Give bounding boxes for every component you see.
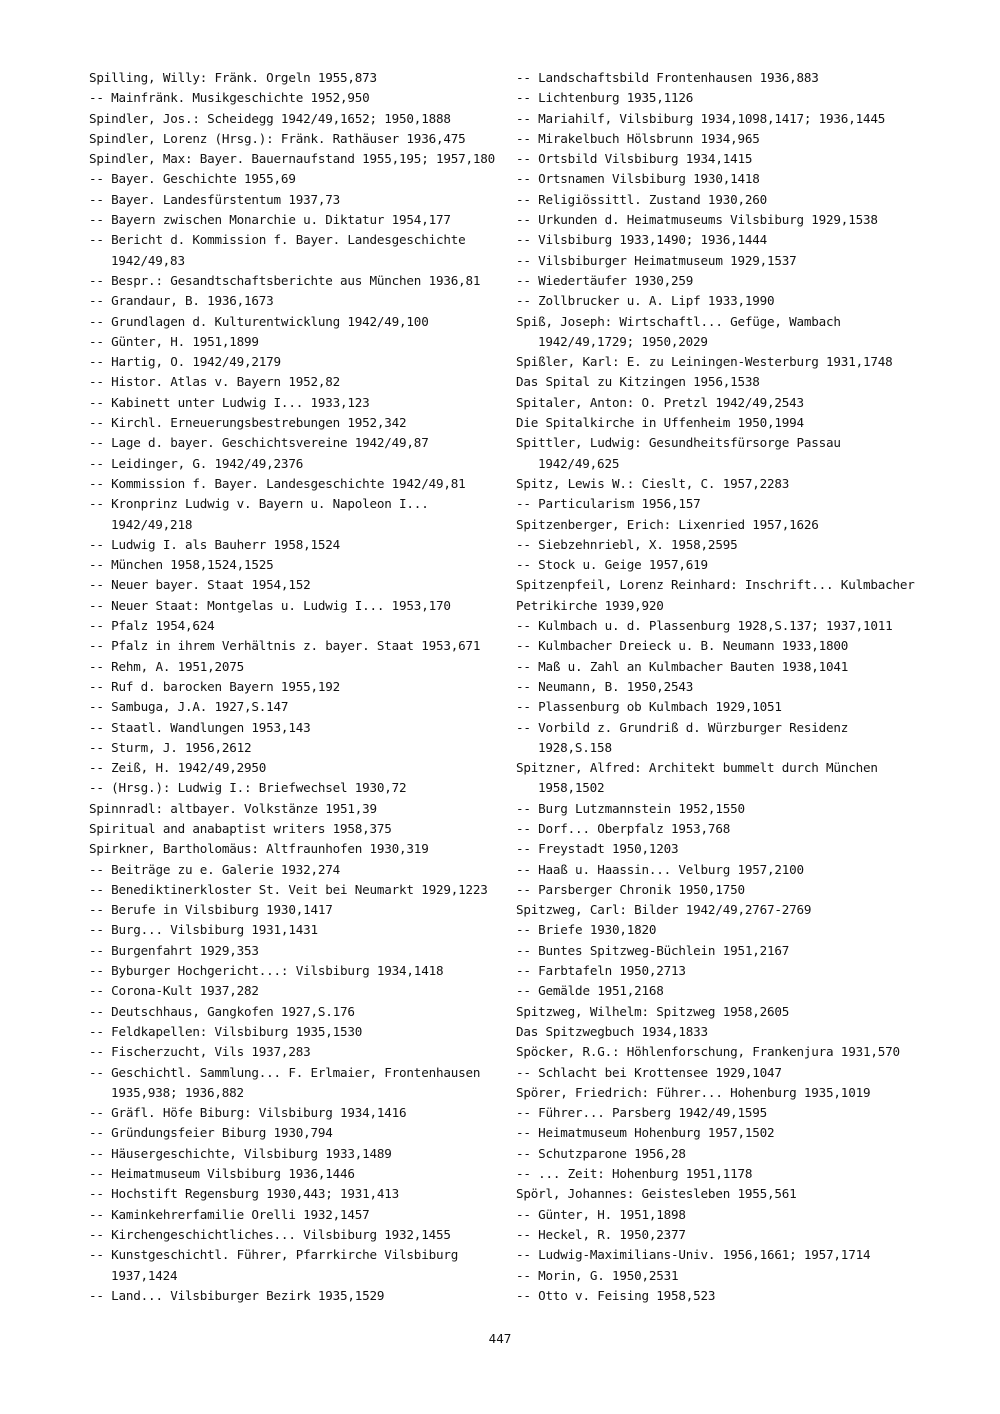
index-entry: -- Staatl. Wandlungen 1953,143 <box>89 719 311 735</box>
index-entry: 1935,938; 1936,882 <box>111 1084 244 1100</box>
index-entry: -- Kunstgeschichtl. Führer, Pfarrkirche Vilsbiburg <box>89 1247 459 1263</box>
index-entry: Spitzweg, Carl: Bilder 1942/49,2767-2769 <box>516 902 812 918</box>
index-entry: -- Mainfränk. Musikgeschichte 1952,950 <box>89 90 370 106</box>
index-entry: 1928,S.158 <box>538 739 612 755</box>
index-column-right <box>516 68 966 1306</box>
index-entry: -- Mariahilf, Vilsbiburg 1934,1098,1417; 1936,1445 <box>516 110 886 126</box>
index-entry: -- Kronprinz Ludwig v. Bayern u. Napoleon I... <box>89 496 429 512</box>
index-entry: -- Bayer. Geschichte 1955,69 <box>89 171 296 187</box>
index-entry: -- Günter, H. 1951,1899 <box>89 333 259 349</box>
index-entry: -- Burg... Vilsbiburg 1931,1431 <box>89 922 318 938</box>
index-entry: Spitzner, Alfred: Architekt bummelt durch München <box>516 760 878 776</box>
index-column-left <box>89 68 507 1306</box>
index-entry: Spiritual and anabaptist writers 1958,375 <box>89 820 392 836</box>
index-entry: -- Häusergeschichte, Vilsbiburg 1933,1489 <box>89 1145 392 1161</box>
index-entry: -- Kirchengeschichtliches... Vilsbiburg 1932,1455 <box>89 1226 451 1242</box>
index-entry: -- Geschichtl. Sammlung... F. Erlmaier, Frontenhausen <box>89 1064 481 1080</box>
index-entry: 1937,1424 <box>111 1267 178 1283</box>
index-entry: -- Otto v. Feising 1958,523 <box>516 1287 716 1303</box>
index-entry: -- Pfalz 1954,624 <box>89 618 215 634</box>
index-entry: -- Heimatmuseum Vilsbiburg 1936,1446 <box>89 1166 355 1182</box>
index-entry: -- Wiedertäufer 1930,259 <box>516 272 694 288</box>
index-entry: -- Zeiß, H. 1942/49,2950 <box>89 760 267 776</box>
index-entry: -- Ludwig I. als Bauherr 1958,1524 <box>89 536 340 552</box>
index-entry: 1942/49,625 <box>538 455 620 471</box>
index-entry: -- Haaß u. Haassin... Velburg 1957,2100 <box>516 861 804 877</box>
index-entry: -- Mirakelbuch Hölsbrunn 1934,965 <box>516 130 760 146</box>
index-entry: -- Ruf d. barocken Bayern 1955,192 <box>89 678 340 694</box>
index-entry: -- Neumann, B. 1950,2543 <box>516 678 694 694</box>
index-entry: -- Parsberger Chronik 1950,1750 <box>516 881 745 897</box>
index-entry: Spittler, Ludwig: Gesundheitsfürsorge Passau <box>516 435 841 451</box>
index-entry: Petrikirche 1939,920 <box>516 597 664 613</box>
index-entry: -- Benediktinerkloster St. Veit bei Neumarkt 1929,1223 <box>89 881 488 897</box>
page-number: 447 <box>488 1331 512 1346</box>
index-entry: -- Histor. Atlas v. Bayern 1952,82 <box>89 374 340 390</box>
index-entry: Spilling, Willy: Fränk. Orgeln 1955,873 <box>89 70 377 85</box>
index-entry: -- Farbtafeln 1950,2713 <box>516 963 686 979</box>
index-entry: -- Leidinger, G. 1942/49,2376 <box>89 455 304 471</box>
index-entry: -- Gründungsfeier Biburg 1930,794 <box>89 1125 333 1141</box>
index-entry: -- Bericht d. Kommission f. Bayer. Landesgeschichte <box>89 232 466 248</box>
index-entry: -- Kabinett unter Ludwig I... 1933,123 <box>89 394 370 410</box>
index-entry: -- Hartig, O. 1942/49,2179 <box>89 354 281 370</box>
index-entry: Spißler, Karl: E. zu Leiningen-Westerburg 1931,1748 <box>516 354 893 370</box>
index-entry: -- Dorf... Oberpfalz 1953,768 <box>516 820 731 836</box>
index-entry: -- Maß u. Zahl an Kulmbacher Bauten 1938,1041 <box>516 658 849 674</box>
index-entry: -- Neuer bayer. Staat 1954,152 <box>89 577 311 593</box>
index-entry: -- Führer... Parsberg 1942/49,1595 <box>516 1105 767 1121</box>
index-entry: -- ... Zeit: Hohenburg 1951,1178 <box>516 1166 753 1182</box>
index-entry: -- Burgenfahrt 1929,353 <box>89 942 259 958</box>
index-entry: -- Landschaftsbild Frontenhausen 1936,883 <box>516 70 819 85</box>
index-entry: Spöcker, R.G.: Höhlenforschung, Frankenjura 1931,570 <box>516 1044 900 1060</box>
index-entry: -- Kommission f. Bayer. Landesgeschichte 1942/49,81 <box>89 475 466 491</box>
index-entry: -- Feldkapellen: Vilsbiburg 1935,1530 <box>89 1023 363 1039</box>
index-entry: -- Particularism 1956,157 <box>516 496 701 512</box>
index-entry: -- Berufe in Vilsbiburg 1930,1417 <box>89 902 333 918</box>
index-entry: -- Ortsbild Vilsbiburg 1934,1415 <box>516 151 753 167</box>
index-entry: -- Fischerzucht, Vils 1937,283 <box>89 1044 311 1060</box>
index-entry: -- Deutschhaus, Gangkofen 1927,S.176 <box>89 1003 355 1019</box>
index-entry: -- Bayer. Landesfürstentum 1937,73 <box>89 191 340 207</box>
index-entry: Spitz, Lewis W.: Cieslt, C. 1957,2283 <box>516 475 790 491</box>
index-entry: -- Günter, H. 1951,1898 <box>516 1206 686 1222</box>
index-entry: Das Spitzwegbuch 1934,1833 <box>516 1023 708 1039</box>
index-entry: Spinnradl: altbayer. Volkstänze 1951,39 <box>89 800 377 816</box>
index-entry: -- Freystadt 1950,1203 <box>516 841 679 857</box>
index-entry: -- Neuer Staat: Montgelas u. Ludwig I... 1953,170 <box>89 597 451 613</box>
index-entry: Spitzenberger, Erich: Lixenried 1957,1626 <box>516 516 819 532</box>
index-entry: Spitzenpfeil, Lorenz Reinhard: Inschrift... Kulmbacher <box>516 577 915 593</box>
index-entry: -- Sturm, J. 1956,2612 <box>89 739 252 755</box>
index-entry: 1958,1502 <box>538 780 605 796</box>
index-entry: -- Lage d. bayer. Geschichtsvereine 1942/49,87 <box>89 435 429 451</box>
index-entry: -- Gemälde 1951,2168 <box>516 983 664 999</box>
index-entry: Spiß, Joseph: Wirtschaftl... Gefüge, Wambach <box>516 313 841 329</box>
index-entry: -- Religiössittl. Zustand 1930,260 <box>516 191 767 207</box>
index-entry: Spindler, Max: Bayer. Bauernaufstand 1955,195; 1957,180 <box>89 151 496 167</box>
index-entry: -- Heimatmuseum Hohenburg 1957,1502 <box>516 1125 775 1141</box>
index-entry: -- Buntes Spitzweg-Büchlein 1951,2167 <box>516 942 790 958</box>
index-entry: -- (Hrsg.): Ludwig I.: Briefwechsel 1930,72 <box>89 780 407 796</box>
index-entry: -- Land... Vilsbiburger Bezirk 1935,1529 <box>89 1287 385 1303</box>
index-entry: -- Bespr.: Gesandtschaftsberichte aus München 1936,81 <box>89 272 481 288</box>
index-entry: -- Vilsbiburg 1933,1490; 1936,1444 <box>516 232 767 248</box>
index-entry: -- Plassenburg ob Kulmbach 1929,1051 <box>516 699 782 715</box>
index-entry: -- Grandaur, B. 1936,1673 <box>89 293 274 309</box>
index-entry: -- Sambuga, J.A. 1927,S.147 <box>89 699 289 715</box>
index-entry: 1942/49,1729; 1950,2029 <box>538 333 708 349</box>
index-entry: -- Schutzparone 1956,28 <box>516 1145 686 1161</box>
index-entry: -- Siebzehnriebl, X. 1958,2595 <box>516 536 738 552</box>
index-entry: -- Lichtenburg 1935,1126 <box>516 90 694 106</box>
index-entry: -- Kaminkehrerfamilie Orelli 1932,1457 <box>89 1206 370 1222</box>
index-entry: -- München 1958,1524,1525 <box>89 557 274 573</box>
index-entry: -- Kirchl. Erneuerungsbestrebungen 1952,342 <box>89 415 407 431</box>
index-entry: -- Burg Lutzmannstein 1952,1550 <box>516 800 745 816</box>
index-entry: -- Gräfl. Höfe Biburg: Vilsbiburg 1934,1416 <box>89 1105 407 1121</box>
index-entry: -- Kulmbacher Dreieck u. B. Neumann 1933,1800 <box>516 638 849 654</box>
index-entry: -- Beiträge zu e. Galerie 1932,274 <box>89 861 340 877</box>
index-entry: -- Morin, G. 1950,2531 <box>516 1267 679 1283</box>
index-entry: Spindler, Lorenz (Hrsg.): Fränk. Rathäuser 1936,475 <box>89 130 466 146</box>
index-entry: -- Vorbild z. Grundriß d. Würzburger Residenz <box>516 719 849 735</box>
index-entry: 1942/49,218 <box>111 516 193 532</box>
index-entry: -- Grundlagen d. Kulturentwicklung 1942/49,100 <box>89 313 429 329</box>
index-entry: -- Stock u. Geige 1957,619 <box>516 557 708 573</box>
index-entry: Spirkner, Bartholomäus: Altfraunhofen 1930,319 <box>89 841 429 857</box>
index-entry: 1942/49,83 <box>111 252 185 268</box>
index-entry: Spörer, Friedrich: Führer... Hohenburg 1935,1019 <box>516 1084 871 1100</box>
index-entry: -- Ludwig-Maximilians-Univ. 1956,1661; 1957,1714 <box>516 1247 871 1263</box>
index-entry: -- Kulmbach u. d. Plassenburg 1928,S.137; 1937,1011 <box>516 618 893 634</box>
index-entry: -- Corona-Kult 1937,282 <box>89 983 259 999</box>
index-entry: -- Schlacht bei Krottensee 1929,1047 <box>516 1064 782 1080</box>
index-entry: -- Urkunden d. Heimatmuseums Vilsbiburg 1929,1538 <box>516 212 878 228</box>
index-entry: -- Briefe 1930,1820 <box>516 922 657 938</box>
index-entry: Spörl, Johannes: Geistesleben 1955,561 <box>516 1186 797 1202</box>
index-entry: -- Rehm, A. 1951,2075 <box>89 658 245 674</box>
index-entry: -- Bayern zwischen Monarchie u. Diktatur 1954,177 <box>89 212 451 228</box>
index-entry: Spindler, Jos.: Scheidegg 1942/49,1652; 1950,1888 <box>89 110 451 126</box>
index-entry: -- Pfalz in ihrem Verhältnis z. bayer. Staat 1953,671 <box>89 638 481 654</box>
index-entry: Spitzweg, Wilhelm: Spitzweg 1958,2605 <box>516 1003 790 1019</box>
index-entry: -- Ortsnamen Vilsbiburg 1930,1418 <box>516 171 760 187</box>
index-entry: Spitaler, Anton: O. Pretzl 1942/49,2543 <box>516 394 804 410</box>
index-entry: Das Spital zu Kitzingen 1956,1538 <box>516 374 760 390</box>
index-entry: -- Zollbrucker u. A. Lipf 1933,1990 <box>516 293 775 309</box>
index-entry: -- Hochstift Regensburg 1930,443; 1931,413 <box>89 1186 400 1202</box>
index-entry: Die Spitalkirche in Uffenheim 1950,1994 <box>516 415 804 431</box>
index-entry: -- Heckel, R. 1950,2377 <box>516 1226 686 1242</box>
index-entry: -- Vilsbiburger Heimatmuseum 1929,1537 <box>516 252 797 268</box>
index-entry: -- Byburger Hochgericht...: Vilsbiburg 1934,1418 <box>89 963 444 979</box>
